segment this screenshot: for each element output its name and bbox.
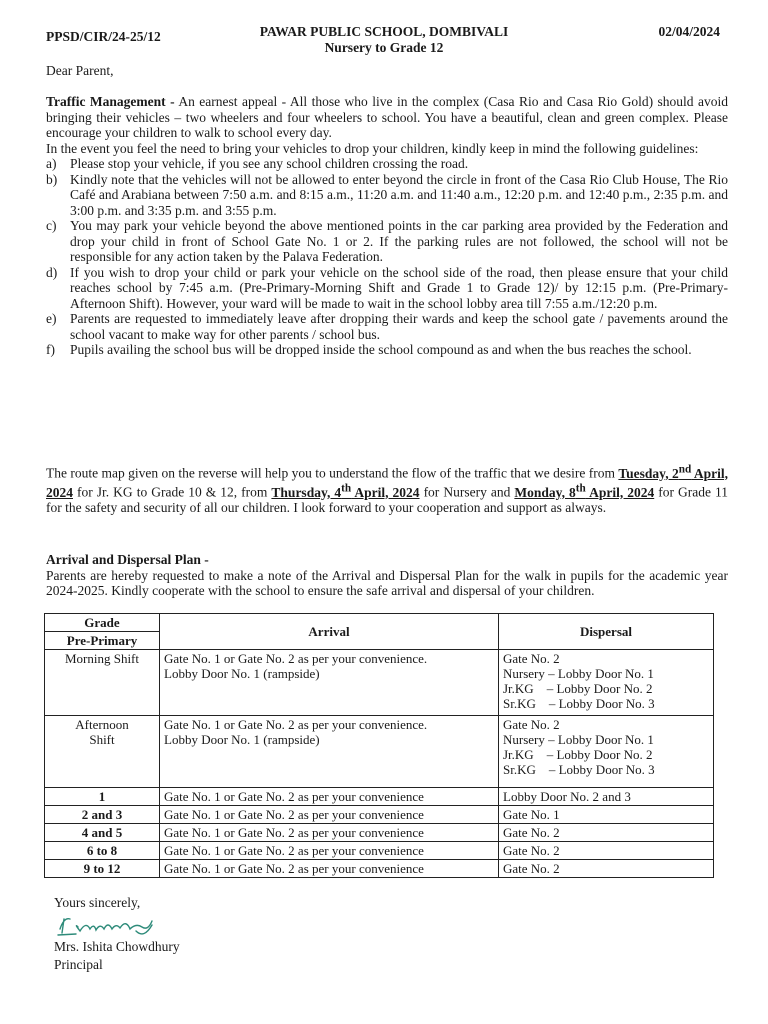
school-name: PAWAR PUBLIC SCHOOL, DOMBIVALI — [259, 24, 509, 39]
date-monday: Monday, 8th April, 2024 — [514, 482, 655, 500]
arrival-text: Parents are hereby requested to make a note of the Arrival and Dispersal Plan for the walk in pupils for the academic year 2024-2025. Kindly cooperate with the school to ensure the safe arrival and dispersal of your children. — [46, 567, 728, 598]
traffic-heading: Traffic Management - — [46, 94, 175, 109]
morning-dispersal: Gate No. 2 Nursery – Lobby Door No. 1 Jr.KG – Lobby Door No. 2 Sr.KG – Lobby Door No. 3 — [499, 650, 714, 716]
traffic-section — [46, 94, 728, 358]
col-grade: Grade — [45, 614, 159, 632]
afternoon-dispersal: Gate No. 2 Nursery – Lobby Door No. 1 Jr.KG – Lobby Door No. 2 Sr.KG – Lobby Door No. 3 — [499, 716, 714, 788]
traffic-intro-2: In the event you feel the need to bring your vehicles to drop your children, kindly keep in mind the following guidelines: — [46, 140, 699, 156]
col-preprimary: Pre-Primary — [66, 633, 138, 648]
route-paragraph: The route map given on the reverse will help you to understand the flow of the traffic that we desire from Tuesday, 2nd April, 2024 for Jr. KG to Grade 10 & 12, from Thursday, 4th April, 2024 for Nursery and Monday, 8th April, 2024 for Grade 11 for the safety and security of all our children. I look forward to your cooperation and support as always. — [46, 463, 728, 515]
list-item: a) Please stop your vehicle, if you see any school children crossing the road. — [46, 156, 469, 171]
list-item: c) You may park your vehicle beyond the above mentioned points in the car parking area provided by the Federation and drop your child in front of School Gate No. 1 or 2. If the parking rules are not followed, the school will not be responsible for any action taken by the Palava Federation. — [46, 218, 728, 264]
grade-range: Nursery to Grade 12 — [324, 40, 444, 55]
list-item: f) Pupils availing the school bus will be dropped inside the school compound as and when the bus reaches the school. — [46, 342, 692, 357]
afternoon-shift-label: Afternoon Shift — [45, 716, 160, 788]
table-header-row — [45, 614, 714, 650]
greeting: Dear Parent, — [46, 63, 114, 78]
col-dispersal: Dispersal — [499, 614, 714, 650]
table-row: 9 to 12 Gate No. 1 or Gate No. 2 as per your convenience Gate No. 2 — [45, 860, 714, 878]
arrival-section — [46, 552, 728, 599]
table-row: 6 to 8 Gate No. 1 or Gate No. 2 as per your convenience Gate No. 2 — [45, 842, 714, 860]
circular-reference: PPSD/CIR/24-25/12 — [46, 29, 161, 44]
list-item: d) If you wish to drop your child or park your vehicle on the school side of the road, then please ensure that your child reaches school by 7:45 a.m. (Pre-Primary-Morning Shift and Grade 1 to Grade 12)/ by 12:15 p.m. (Pre-Primary-Afternoon Shift). However, your ward will be made to wait in the school lobby area till 7:55 a.m./12:20 p.m. — [46, 264, 728, 311]
list-item: e) Parents are requested to immediately leave after dropping their wards and keep the school gate / pavements around the school vacant to make way for other parents / school bus. — [46, 311, 728, 342]
circular-date: 02/04/2024 — [658, 24, 720, 39]
table-row: 1 Gate No. 1 or Gate No. 2 as per your convenience Lobby Door No. 2 and 3 — [45, 788, 714, 806]
signature-image — [56, 913, 166, 939]
date-thursday: Thursday, 4th April, 2024 — [271, 482, 420, 500]
principal-name: Mrs. Ishita Chowdhury — [54, 939, 180, 954]
traffic-intro: An earnest appeal - All those who live in the complex (Casa Rio and Casa Rio Gold) should avoid bringing their vehicles – two wheelers and four wheelers to school. You have a beautiful, clean and green complex. Please encourage your children to walk to school every day. — [46, 94, 728, 140]
table-row — [45, 716, 714, 788]
closing-line: Yours sincerely, — [54, 895, 141, 910]
table-row: 2 and 3 Gate No. 1 or Gate No. 2 as per your convenience Gate No. 1 — [45, 806, 714, 824]
school-header — [0, 24, 768, 56]
principal-title: Principal — [54, 957, 103, 972]
morning-arrival: Gate No. 1 or Gate No. 2 as per your convenience. Lobby Door No. 1 (rampside) — [160, 650, 499, 716]
table-row: 4 and 5 Gate No. 1 or Gate No. 2 as per your convenience Gate No. 2 — [45, 824, 714, 842]
col-arrival: Arrival — [160, 614, 499, 650]
arrival-heading: Arrival and Dispersal Plan - — [46, 552, 209, 567]
date-tuesday: Tuesday, 2nd April, 2024 — [46, 463, 728, 500]
morning-shift-label: Morning Shift — [45, 650, 160, 716]
arrival-dispersal-table — [44, 613, 714, 878]
table-row — [45, 650, 714, 716]
list-item: b) Kindly note that the vehicles will not be allowed to enter beyond the circle in front of the Casa Rio Club House, The Rio Café and Arabiana between 7:50 a.m. and 8:15 a.m., 11:20 a.m. and 11:40 a.m., 12:20 p.m. and 12:40 p.m., 2:35 p.m. and 3:00 p.m. and 3:35 p.m. and 3:55 p.m. — [46, 171, 728, 218]
afternoon-arrival: Gate No. 1 or Gate No. 2 as per your convenience. Lobby Door No. 1 (rampside) — [160, 716, 499, 788]
guideline-list — [46, 156, 728, 358]
